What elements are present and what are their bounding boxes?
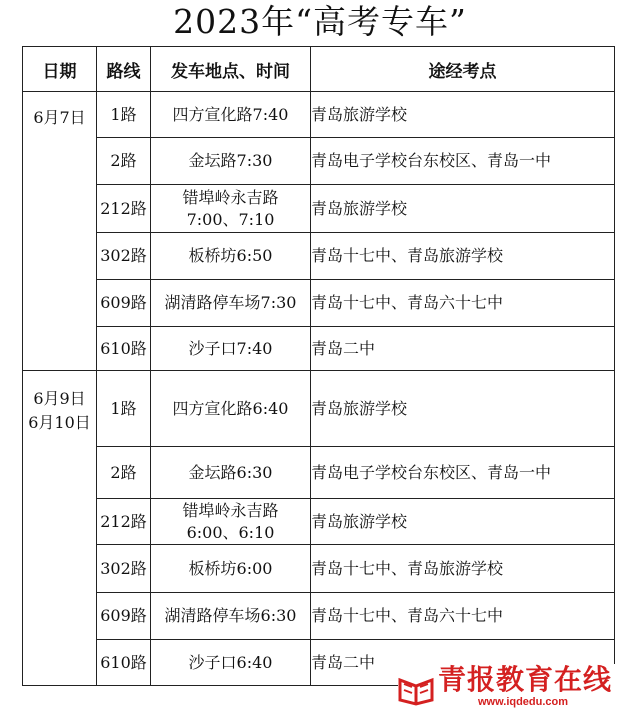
stops-cell: 青岛二中 [311,327,615,371]
date-cell [23,640,97,686]
stops-cell: 青岛旅游学校 [311,499,615,545]
departure-place: 湖清路停车场7:30 [164,293,297,312]
departure-place: 金坛路7:30 [188,151,273,170]
date-cell [23,280,97,327]
watermark-url: www.iqdedu.com [478,696,569,708]
table-row [23,499,615,545]
route-cell: 212路 [97,185,151,233]
date-label: 6月7日 [33,107,86,127]
route-cell: 2路 [97,447,151,499]
table-row [23,138,615,185]
stops-cell: 青岛十七中、青岛旅游学校 [311,233,615,280]
open-book-icon [398,670,434,706]
route-cell: 302路 [97,233,151,280]
departure-cell [151,327,311,371]
stops-cell: 青岛十七中、青岛六十七中 [311,593,615,640]
date-cell [23,185,97,233]
header-departure: 发车地点、时间 [151,47,311,92]
page-title: 2023年“高考专车” [173,2,467,41]
departure-place: 金坛路6:30 [188,462,273,482]
departure-place: 板桥坊6:50 [188,246,273,265]
departure-time: 7:00、7:10 [186,209,275,229]
departure-place: 沙子口7:40 [188,338,273,358]
table-row [23,233,615,280]
departure-cell [151,545,311,593]
route-cell: 610路 [97,327,151,371]
date-cell [23,371,97,447]
route-cell: 609路 [97,280,151,327]
departure-cell [151,447,311,499]
date-cell [23,92,97,138]
stops-cell: 青岛十七中、青岛六十七中 [311,280,615,327]
departure-place: 湖清路停车场6:30 [164,606,297,625]
route-cell: 610路 [97,640,151,686]
departure-cell [151,499,311,545]
departure-place: 错埠岭永吉路 [182,500,279,520]
date-cell [23,593,97,640]
table-row [23,371,615,447]
route-cell: 302路 [97,545,151,593]
date-cell [23,233,97,280]
route-cell: 609路 [97,593,151,640]
table-row [23,185,615,233]
route-cell: 212路 [97,499,151,545]
table-row [23,92,615,138]
stops-cell: 青岛电子学校台东校区、青岛一中 [311,447,615,499]
date-cell [23,499,97,545]
bus-schedule-table [22,46,615,686]
departure-cell [151,371,311,447]
date-cell [23,327,97,371]
departure-cell [151,593,311,640]
date-label: 6月9日 [33,388,86,408]
date-label: 6月10日 [28,412,91,432]
departure-place: 四方宣化路7:40 [172,104,289,124]
stops-cell: 青岛旅游学校 [311,185,615,233]
departure-cell [151,280,311,327]
header-date: 日期 [23,47,97,92]
departure-cell [151,138,311,185]
table-row [23,447,615,499]
departure-cell [151,233,311,280]
departure-cell [151,640,311,686]
table-row [23,280,615,327]
departure-place: 错埠岭永吉路 [182,187,279,207]
date-cell [23,447,97,499]
table-header-row [23,47,615,92]
departure-place: 板桥坊6:00 [188,558,273,578]
table-row [23,593,615,640]
departure-time: 6:00、6:10 [186,522,275,542]
table-row [23,545,615,593]
departure-place: 四方宣化路6:40 [172,398,289,418]
table-row [23,327,615,371]
date-cell [23,138,97,185]
header-route: 路线 [97,47,151,92]
date-cell [23,545,97,593]
departure-place: 沙子口6:40 [188,652,273,672]
route-cell: 2路 [97,138,151,185]
departure-cell [151,92,311,138]
watermark-logo [398,664,630,714]
watermark-name: 青报教育在线 [438,663,613,696]
stops-cell: 青岛十七中、青岛旅游学校 [311,545,615,593]
stops-cell: 青岛二中 [311,640,615,686]
route-cell: 1路 [97,92,151,138]
departure-cell [151,185,311,233]
stops-cell: 青岛旅游学校 [311,92,615,138]
stops-cell: 青岛旅游学校 [311,371,615,447]
stops-cell: 青岛电子学校台东校区、青岛一中 [311,138,615,185]
header-stops: 途经考点 [311,47,615,92]
route-cell: 1路 [97,371,151,447]
